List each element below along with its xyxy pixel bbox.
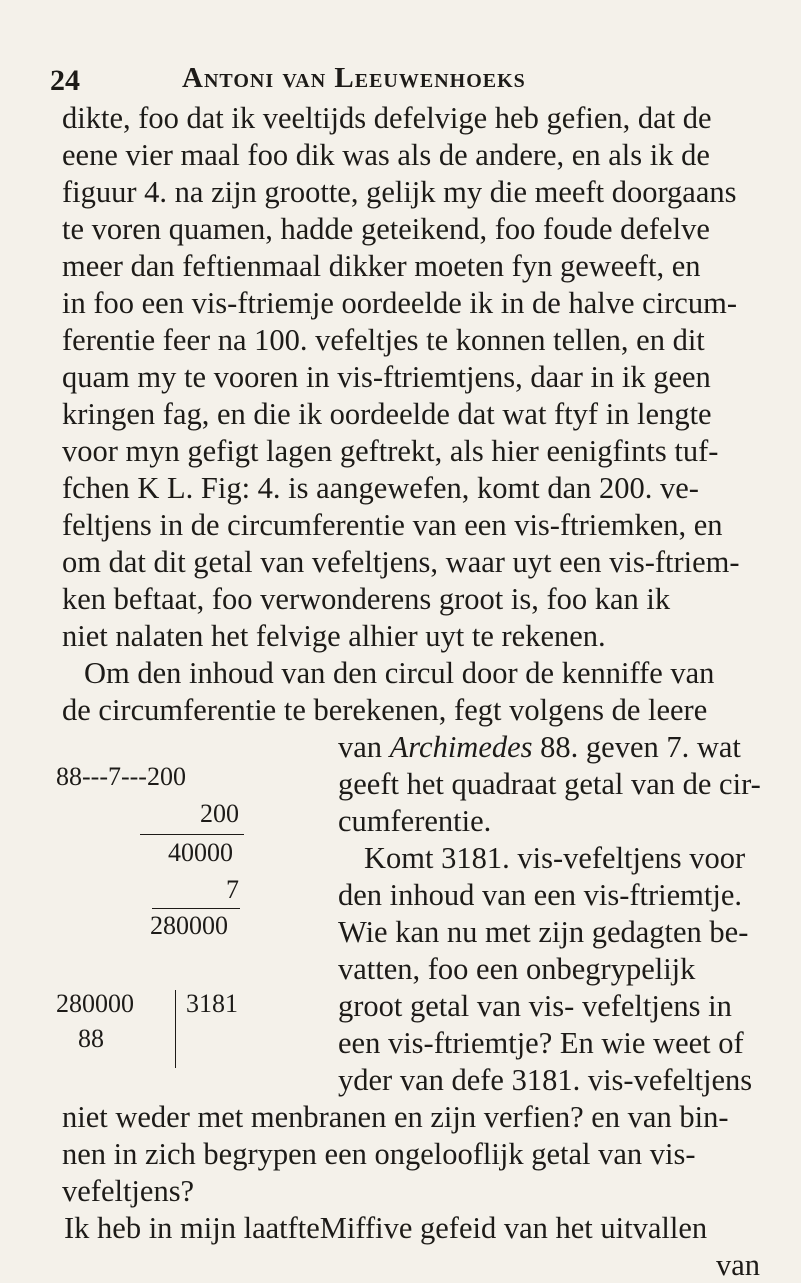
calc-proportion: 88---7---200 xyxy=(56,762,186,791)
text-line: in foo een vis-ftriemje oordeelde ik in de halve circum- xyxy=(62,286,737,320)
page-header xyxy=(50,58,750,98)
calc-product: 280000 xyxy=(150,911,228,940)
calc-divider xyxy=(175,990,176,1068)
text-line: geeft het quadraat getal van de cir- xyxy=(338,767,761,801)
calc-multiplier: 200 xyxy=(200,799,239,828)
page-number: 24 xyxy=(50,64,80,97)
text-line: de circumferentie te berekenen, fegt volgens de leere xyxy=(62,693,708,727)
text-line: feltjens in de circumferentie van een vis-ftriemken, en xyxy=(62,508,723,542)
text-line: dikte, foo dat ik veeltijds defelvige heb gefien, dat de xyxy=(62,101,712,135)
text-line xyxy=(338,729,768,765)
calc-factor: 7 xyxy=(226,875,239,904)
text-line: cumferentie. xyxy=(338,804,492,838)
text-line: Ik heb in mijn laatfteMiffive gefeid van het uitvallen xyxy=(64,1211,708,1245)
text-line: niet weder met menbranen en zijn verfien? en van bin- xyxy=(62,1100,729,1134)
text-line: den inhoud van een vis-ftriemtje. xyxy=(338,878,743,912)
text-line: figuur 4. na zijn grootte, gelijk my die meeft doorgaans xyxy=(62,175,737,209)
text-line: om dat dit getal van vefeltjens, waar uyt een vis-ftriem- xyxy=(62,545,740,579)
text-line: quam my te vooren in vis-ftriemtjens, daar in ik geen xyxy=(62,360,711,394)
text-line: kringen fag, en die ik oordeelde dat wat ftyf in lengte xyxy=(62,397,712,431)
text-line: te voren quamen, hadde geteikend, foo foude defelve xyxy=(62,212,710,246)
text-line: voor myn gefigt lagen geftrekt, als hier eenigfints tuf- xyxy=(62,434,719,468)
calc-rule xyxy=(140,834,244,835)
text-line: Komt 3181. vis-vefeltjens voor xyxy=(364,841,746,875)
author-name: Archimedes xyxy=(389,730,533,764)
text-fragment: van xyxy=(338,730,383,764)
text-line: fchen K L. Fig: 4. is aangewefen, komt dan 200. ve- xyxy=(62,471,699,505)
calc-dividend: 280000 xyxy=(56,989,134,1018)
text-line: vefeltjens? xyxy=(62,1174,195,1208)
text-line: groot getal van vis- vefeltjens in xyxy=(338,989,732,1023)
catchword: van xyxy=(716,1248,761,1282)
text-line: een vis-ftriemtje? En wie weet of xyxy=(338,1026,744,1060)
calc-square: 40000 xyxy=(168,838,233,867)
text-line: Om den inhoud van den circul door de kenniffe van xyxy=(84,656,715,690)
calc-divisor: 88 xyxy=(78,1024,104,1053)
calc-rule xyxy=(152,908,240,909)
text-line: niet nalaten het felvige alhier uyt te rekenen. xyxy=(62,619,606,653)
text-line: Wie kan nu met zijn gedagten be- xyxy=(338,915,749,949)
text-fragment: 88. geven 7. wat xyxy=(540,730,741,764)
text-line: vatten, foo een onbegrypelijk xyxy=(338,952,696,986)
text-line: ferentie feer na 100. vefeltjes te konnen tellen, en dit xyxy=(62,323,705,357)
text-line: meer dan feftienmaal dikker moeten fyn geweeft, en xyxy=(62,249,701,283)
text-line: yder van defe 3181. vis-vefeltjens xyxy=(338,1063,753,1097)
text-line: eene vier maal foo dik was als de andere, en als ik de xyxy=(62,138,710,172)
running-title: Antoni van Leeuwenhoeks xyxy=(182,62,526,94)
text-line: nen in zich begrypen een ongelooflijk getal van vis- xyxy=(62,1137,696,1171)
text-line: ken beftaat, foo verwonderens groot is, foo kan ik xyxy=(62,582,671,616)
calc-quotient: 3181 xyxy=(186,989,238,1018)
